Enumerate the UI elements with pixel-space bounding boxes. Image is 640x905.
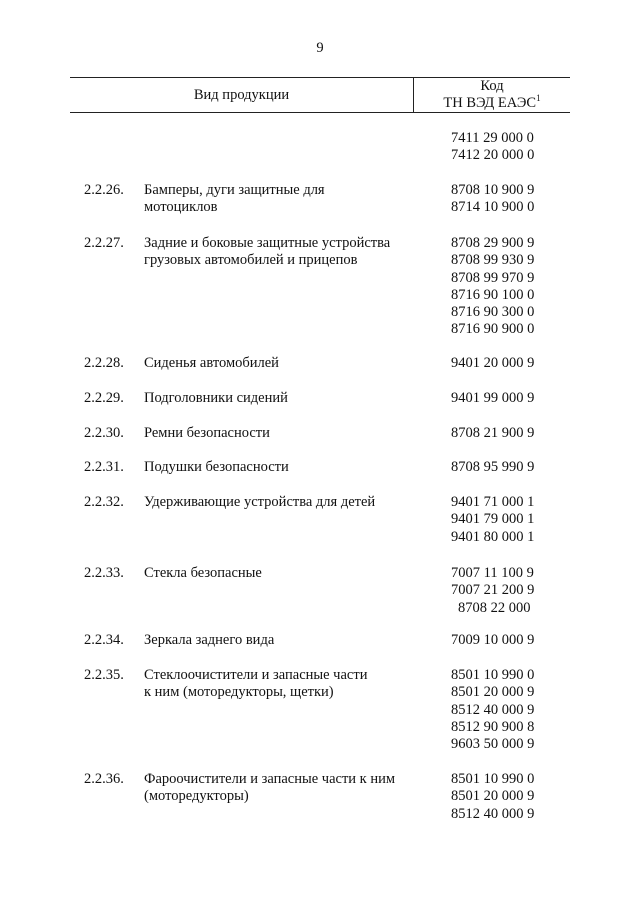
hs-code: 8708 22 000	[458, 599, 531, 616]
hs-code: 8708 99 970 9	[451, 269, 535, 286]
product-name: Подушки безопасности	[144, 459, 289, 475]
item-number: 2.2.29.	[84, 390, 124, 406]
product-name-line: Фароочистители и запасные части к ним	[144, 771, 396, 787]
hs-code: 8708 10 900 9	[451, 182, 535, 198]
hs-code-list	[451, 182, 541, 217]
product-name: Сиденья автомобилей	[144, 355, 279, 371]
hs-code: 8708 99 930 9	[451, 252, 535, 269]
column-header-code-line2-text: ТН ВЭД ЕАЭС	[443, 95, 537, 111]
product-name	[144, 771, 414, 806]
product-name: Ремни безопасности	[144, 425, 270, 441]
hs-code: 8512 40 000 9	[451, 805, 535, 822]
hs-code-list	[451, 355, 541, 372]
hs-code-list	[451, 667, 541, 753]
product-name: Подголовники сидений	[144, 390, 288, 406]
product-name	[144, 182, 414, 217]
hs-code-list	[451, 494, 541, 546]
column-header-product: Вид продукции	[193, 87, 290, 103]
page-number: 9	[316, 40, 324, 56]
product-name	[144, 235, 414, 270]
hs-code-list	[451, 130, 541, 165]
table-header-bottom-rule	[70, 112, 570, 113]
product-name-line: Задние и боковые защитные устройства	[144, 235, 391, 251]
hs-code: 8501 10 990 0	[451, 771, 535, 787]
hs-code-list	[451, 425, 541, 442]
hs-code: 8716 90 100 0	[451, 286, 535, 303]
hs-code: 8501 10 990 0	[451, 667, 535, 683]
product-name-line: (моторедукторы)	[144, 788, 249, 805]
hs-code: 8708 21 900 9	[451, 425, 535, 441]
item-number: 2.2.31.	[84, 459, 124, 475]
hs-code-list	[451, 771, 541, 823]
hs-code: 9401 79 000 1	[451, 511, 535, 528]
product-name-line: мотоциклов	[144, 199, 218, 216]
hs-code: 8708 29 900 9	[451, 235, 535, 251]
item-number: 2.2.32.	[84, 494, 124, 510]
hs-code: 8512 90 900 8	[451, 718, 535, 735]
item-number: 2.2.28.	[84, 355, 124, 371]
hs-code: 8716 90 900 0	[451, 321, 535, 338]
product-name: Стекла безопасные	[144, 565, 262, 581]
hs-code: 8501 20 000 9	[451, 684, 535, 701]
hs-code: 9401 80 000 1	[451, 528, 535, 545]
column-header-code-line2	[414, 95, 570, 112]
product-name-line: Бамперы, дуги защитные для	[144, 182, 325, 198]
hs-code-list	[451, 390, 541, 407]
product-name: Зеркала заднего вида	[144, 632, 275, 648]
product-name-line: Стеклоочистители и запасные части	[144, 667, 368, 683]
hs-code: 7007 21 200 9	[451, 582, 535, 599]
item-number: 2.2.34.	[84, 632, 124, 648]
hs-code-list	[451, 632, 541, 649]
product-name: Удерживающие устройства для детей	[144, 494, 376, 510]
item-number: 2.2.27.	[84, 235, 124, 251]
hs-code: 8714 10 900 0	[451, 199, 535, 216]
product-name-line: к ним (моторедукторы, щетки)	[144, 684, 334, 701]
item-number: 2.2.33.	[84, 565, 124, 581]
hs-code: 8716 90 300 0	[451, 304, 535, 321]
hs-code-list	[451, 459, 541, 476]
item-number: 2.2.36.	[84, 771, 124, 787]
column-header-code-line1: Код	[480, 78, 504, 94]
hs-code: 7411 29 000 0	[451, 130, 534, 146]
footnote-marker: 1	[536, 93, 541, 104]
hs-code: 9603 50 000 9	[451, 736, 535, 753]
item-number: 2.2.30.	[84, 425, 124, 441]
hs-code: 8512 40 000 9	[451, 701, 535, 718]
hs-code: 9401 20 000 9	[451, 355, 535, 371]
hs-code-list	[451, 235, 541, 339]
product-name	[144, 667, 414, 702]
hs-code: 9401 71 000 1	[451, 494, 535, 510]
hs-code: 7007 11 100 9	[451, 565, 534, 581]
hs-code-list	[451, 565, 541, 617]
hs-code: 9401 99 000 9	[451, 390, 535, 406]
hs-code: 8501 20 000 9	[451, 788, 535, 805]
product-name-line: грузовых автомобилей и прицепов	[144, 252, 358, 269]
item-number: 2.2.26.	[84, 182, 124, 198]
hs-code: 8708 95 990 9	[451, 459, 535, 475]
column-header-code	[414, 78, 570, 112]
hs-code: 7412 20 000 0	[451, 147, 535, 164]
item-number: 2.2.35.	[84, 667, 124, 683]
hs-code: 7009 10 000 9	[451, 632, 535, 648]
